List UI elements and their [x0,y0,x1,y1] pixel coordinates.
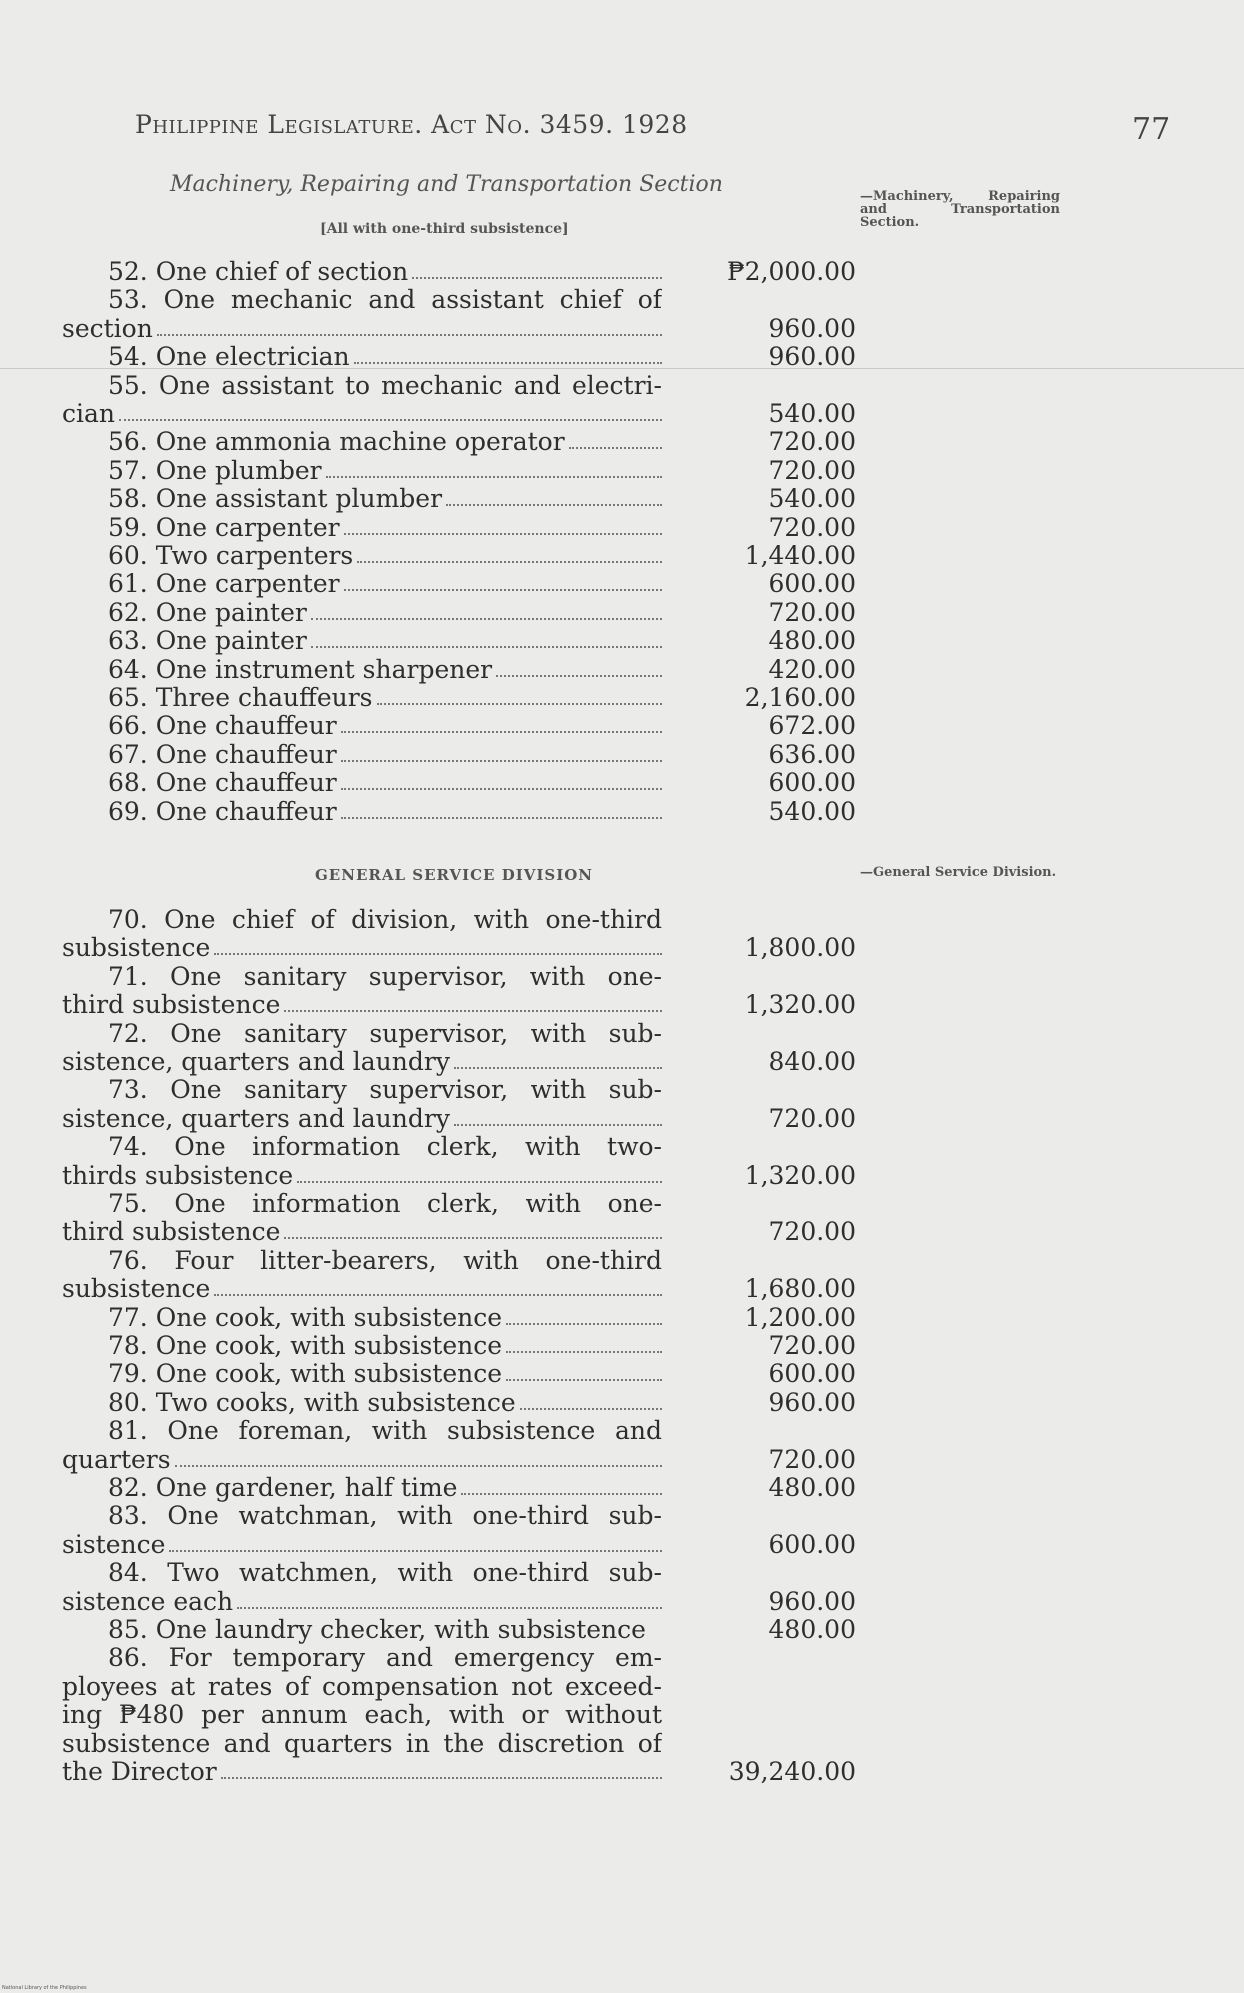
item-amount: 540.00 [768,796,856,826]
dot-leader [412,276,662,279]
item-line [62,1275,662,1303]
item-line: 86. For temporary and emergency em- [108,1644,662,1673]
item-line [62,599,662,627]
item-text: subsistence [62,934,211,963]
dot-leader [284,1236,662,1239]
margin-note: —Machinery, Repairing and Transportation Section. [860,189,1060,230]
item-text: 78. One cook, with subsistence [108,1332,503,1360]
item-amount: 540.00 [768,484,856,514]
item-amount: 600.00 [768,569,856,599]
item-line: 84. Two watchmen, with one-third sub- [108,1559,662,1588]
margin-note: —General Service Division. [860,865,1057,880]
item-text: the Director [62,1758,217,1786]
item-amount: 1,320.00 [744,1160,856,1190]
item-line: ployees at rates of compensation not exceed- [62,1672,662,1701]
item-text: 63. One painter [108,627,307,656]
item-line [62,315,662,343]
item-text: third subsistence [62,991,281,1020]
item-amount: 600.00 [768,1359,856,1389]
item-line: 73. One sanitary supervisor, with sub- [108,1076,662,1105]
item-amount: 600.00 [768,1529,856,1559]
dot-leader [341,730,662,733]
dot-leader [569,446,662,449]
item-line [62,258,662,286]
item-line: 74. One information clerk, with two- [108,1133,662,1162]
page-number: 77 [1132,112,1171,147]
dot-leader [341,787,662,790]
item-line: subsistence and quarters in the discretion of [62,1729,662,1758]
item-line [62,1332,662,1360]
item-text: 56. One ammonia machine operator [108,428,565,457]
item-amount: 600.00 [768,768,856,798]
footer-credit: National Library of the Philippines [2,1985,87,1991]
item-line: 71. One sanitary supervisor, with one- [108,962,662,991]
item-line [62,1304,662,1332]
item-line: 75. One information clerk, with one- [108,1190,662,1218]
item-amount: ₱2,000.00 [727,257,856,286]
dot-leader [357,560,662,563]
item-line: 72. One sanitary supervisor, with sub- [108,1019,662,1048]
dot-leader [284,1009,662,1012]
item-amount: 672.00 [768,711,856,741]
item-line [62,542,662,570]
item-line [62,991,662,1019]
item-amount: 636.00 [768,739,856,769]
item-line: 55. One assistant to mechanic and electri- [108,371,662,400]
dot-leader [311,617,662,620]
item-amount: 720.00 [768,1217,856,1247]
item-text: 57. One plumber [108,456,322,485]
item-text: sistence, quarters and laundry [62,1048,450,1076]
item-line [62,1474,662,1502]
item-amount: 480.00 [768,1615,856,1644]
dot-leader [446,503,662,506]
item-text: 82. One gardener, half time [108,1474,458,1502]
dot-leader [496,674,662,677]
item-line [62,684,662,712]
item-amount: 720.00 [768,512,856,542]
item-amount: 540.00 [768,399,856,428]
dot-leader [157,333,662,336]
dot-leader [520,1407,662,1410]
item-text: 61. One carpenter [108,570,340,599]
dot-leader [506,1378,662,1381]
item-text: quarters [62,1445,171,1474]
dot-leader [344,532,662,535]
item-amount: 960.00 [768,342,856,372]
item-amount: 2,160.00 [744,683,856,712]
item-line [62,514,662,542]
item-line [62,656,662,684]
item-line: 76. Four litter-bearers, with one-third [108,1246,662,1275]
item-text: cian [62,400,116,428]
item-amount: 1,200.00 [744,1302,856,1332]
item-text: 60. Two carpenters [108,542,354,570]
dot-leader [214,952,662,955]
item-amount: 39,240.00 [728,1757,856,1786]
item-amount: 720.00 [768,1444,856,1474]
item-amount: 1,800.00 [744,933,856,963]
item-amount: 720.00 [768,455,856,485]
item-line [62,485,662,513]
item-amount: 960.00 [768,1387,856,1417]
item-line [62,627,662,655]
dot-leader [175,1464,662,1467]
item-amount: 960.00 [768,1586,856,1616]
dot-leader [506,1322,662,1325]
item-text: 54. One electrician [108,343,350,372]
item-text: 52. One chief of section [108,258,409,286]
item-amount: 960.00 [768,313,856,343]
item-line [62,934,662,962]
item-amount: 720.00 [768,1103,856,1133]
item-line [62,1360,662,1388]
item-amount: 480.00 [768,626,856,656]
item-text: 69. One chauffeur [108,797,337,826]
item-amount: 840.00 [768,1047,856,1076]
item-amount: 480.00 [768,1473,856,1502]
item-text: sistence [62,1530,166,1559]
item-text: thirds subsistence [62,1161,294,1190]
item-line: 70. One chief of division, with one-third [108,906,662,934]
dot-leader [341,759,662,762]
item-line [62,1758,662,1786]
item-text: 65. Three chauffeurs [108,684,373,712]
item-line [62,1446,662,1474]
item-line [62,769,662,797]
item-text: sistence each [62,1587,234,1616]
dot-leader [461,1492,662,1495]
item-line [62,1048,662,1076]
item-line: ing ₱480 per annum each, with or without [62,1701,662,1730]
item-amount: 1,320.00 [744,990,856,1020]
dot-leader [454,1123,662,1126]
item-line [62,428,662,456]
dot-leader [344,588,662,591]
item-line: 81. One foreman, with subsistence and [108,1417,662,1446]
item-text: third subsistence [62,1218,281,1247]
item-line [62,1588,662,1616]
item-text: 79. One cook, with subsistence [108,1360,503,1389]
item-line [62,1105,662,1133]
dot-leader [169,1549,662,1552]
item-amount: 1,680.00 [744,1274,856,1304]
item-text: 80. Two cooks, with subsistence [108,1388,516,1417]
item-text: 62. One painter [108,598,307,627]
item-line [62,1531,662,1559]
item-text: section [62,314,153,343]
item-text: 85. One laundry checker, with subsistence [108,1616,646,1644]
item-line [62,798,662,826]
item-line [62,712,662,740]
item-text: 58. One assistant plumber [108,485,443,514]
item-line [62,457,662,485]
item-line [62,1162,662,1190]
item-line [62,1218,662,1246]
section-title: Machinery, Repairing and Transportation Section [170,172,723,197]
dot-leader [119,418,662,421]
item-line: 83. One watchman, with one-third sub- [108,1502,662,1531]
item-text: 64. One instrument sharpener [108,655,493,684]
item-text: sistence, quarters and laundry [62,1104,450,1133]
item-text: 59. One carpenter [108,513,340,542]
item-line [62,741,662,769]
item-amount: 720.00 [768,1331,856,1360]
running-head: Philippine Legislature. Act No. 3459. 1928 [135,110,688,139]
item-line [62,1389,662,1417]
item-text: 77. One cook, with subsistence [108,1303,503,1332]
dot-leader [214,1293,662,1296]
item-amount: 420.00 [768,654,856,684]
division-title: GENERAL SERVICE DIVISION [315,866,594,884]
item-line [62,343,662,371]
dot-leader [377,702,662,705]
dot-leader [341,816,662,819]
dot-leader [221,1776,662,1779]
dot-leader [237,1606,662,1609]
dot-leader [354,361,662,364]
item-line [62,400,662,428]
item-text: 66. One chauffeur [108,712,337,741]
dot-leader [311,645,662,648]
dot-leader [297,1180,662,1183]
item-line: 53. One mechanic and assistant chief of [108,286,662,315]
item-amount: 1,440.00 [744,541,856,570]
item-text: subsistence [62,1275,211,1304]
item-text: 67. One chauffeur [108,740,337,769]
item-amount: 720.00 [768,427,856,457]
dot-leader [454,1066,662,1069]
item-line [62,1616,662,1644]
item-amount: 720.00 [768,597,856,627]
section-note: [All with one-third subsistence] [320,221,569,237]
dot-leader [326,475,662,478]
item-line [62,570,662,598]
dot-leader [506,1350,662,1353]
item-text: 68. One chauffeur [108,769,337,798]
